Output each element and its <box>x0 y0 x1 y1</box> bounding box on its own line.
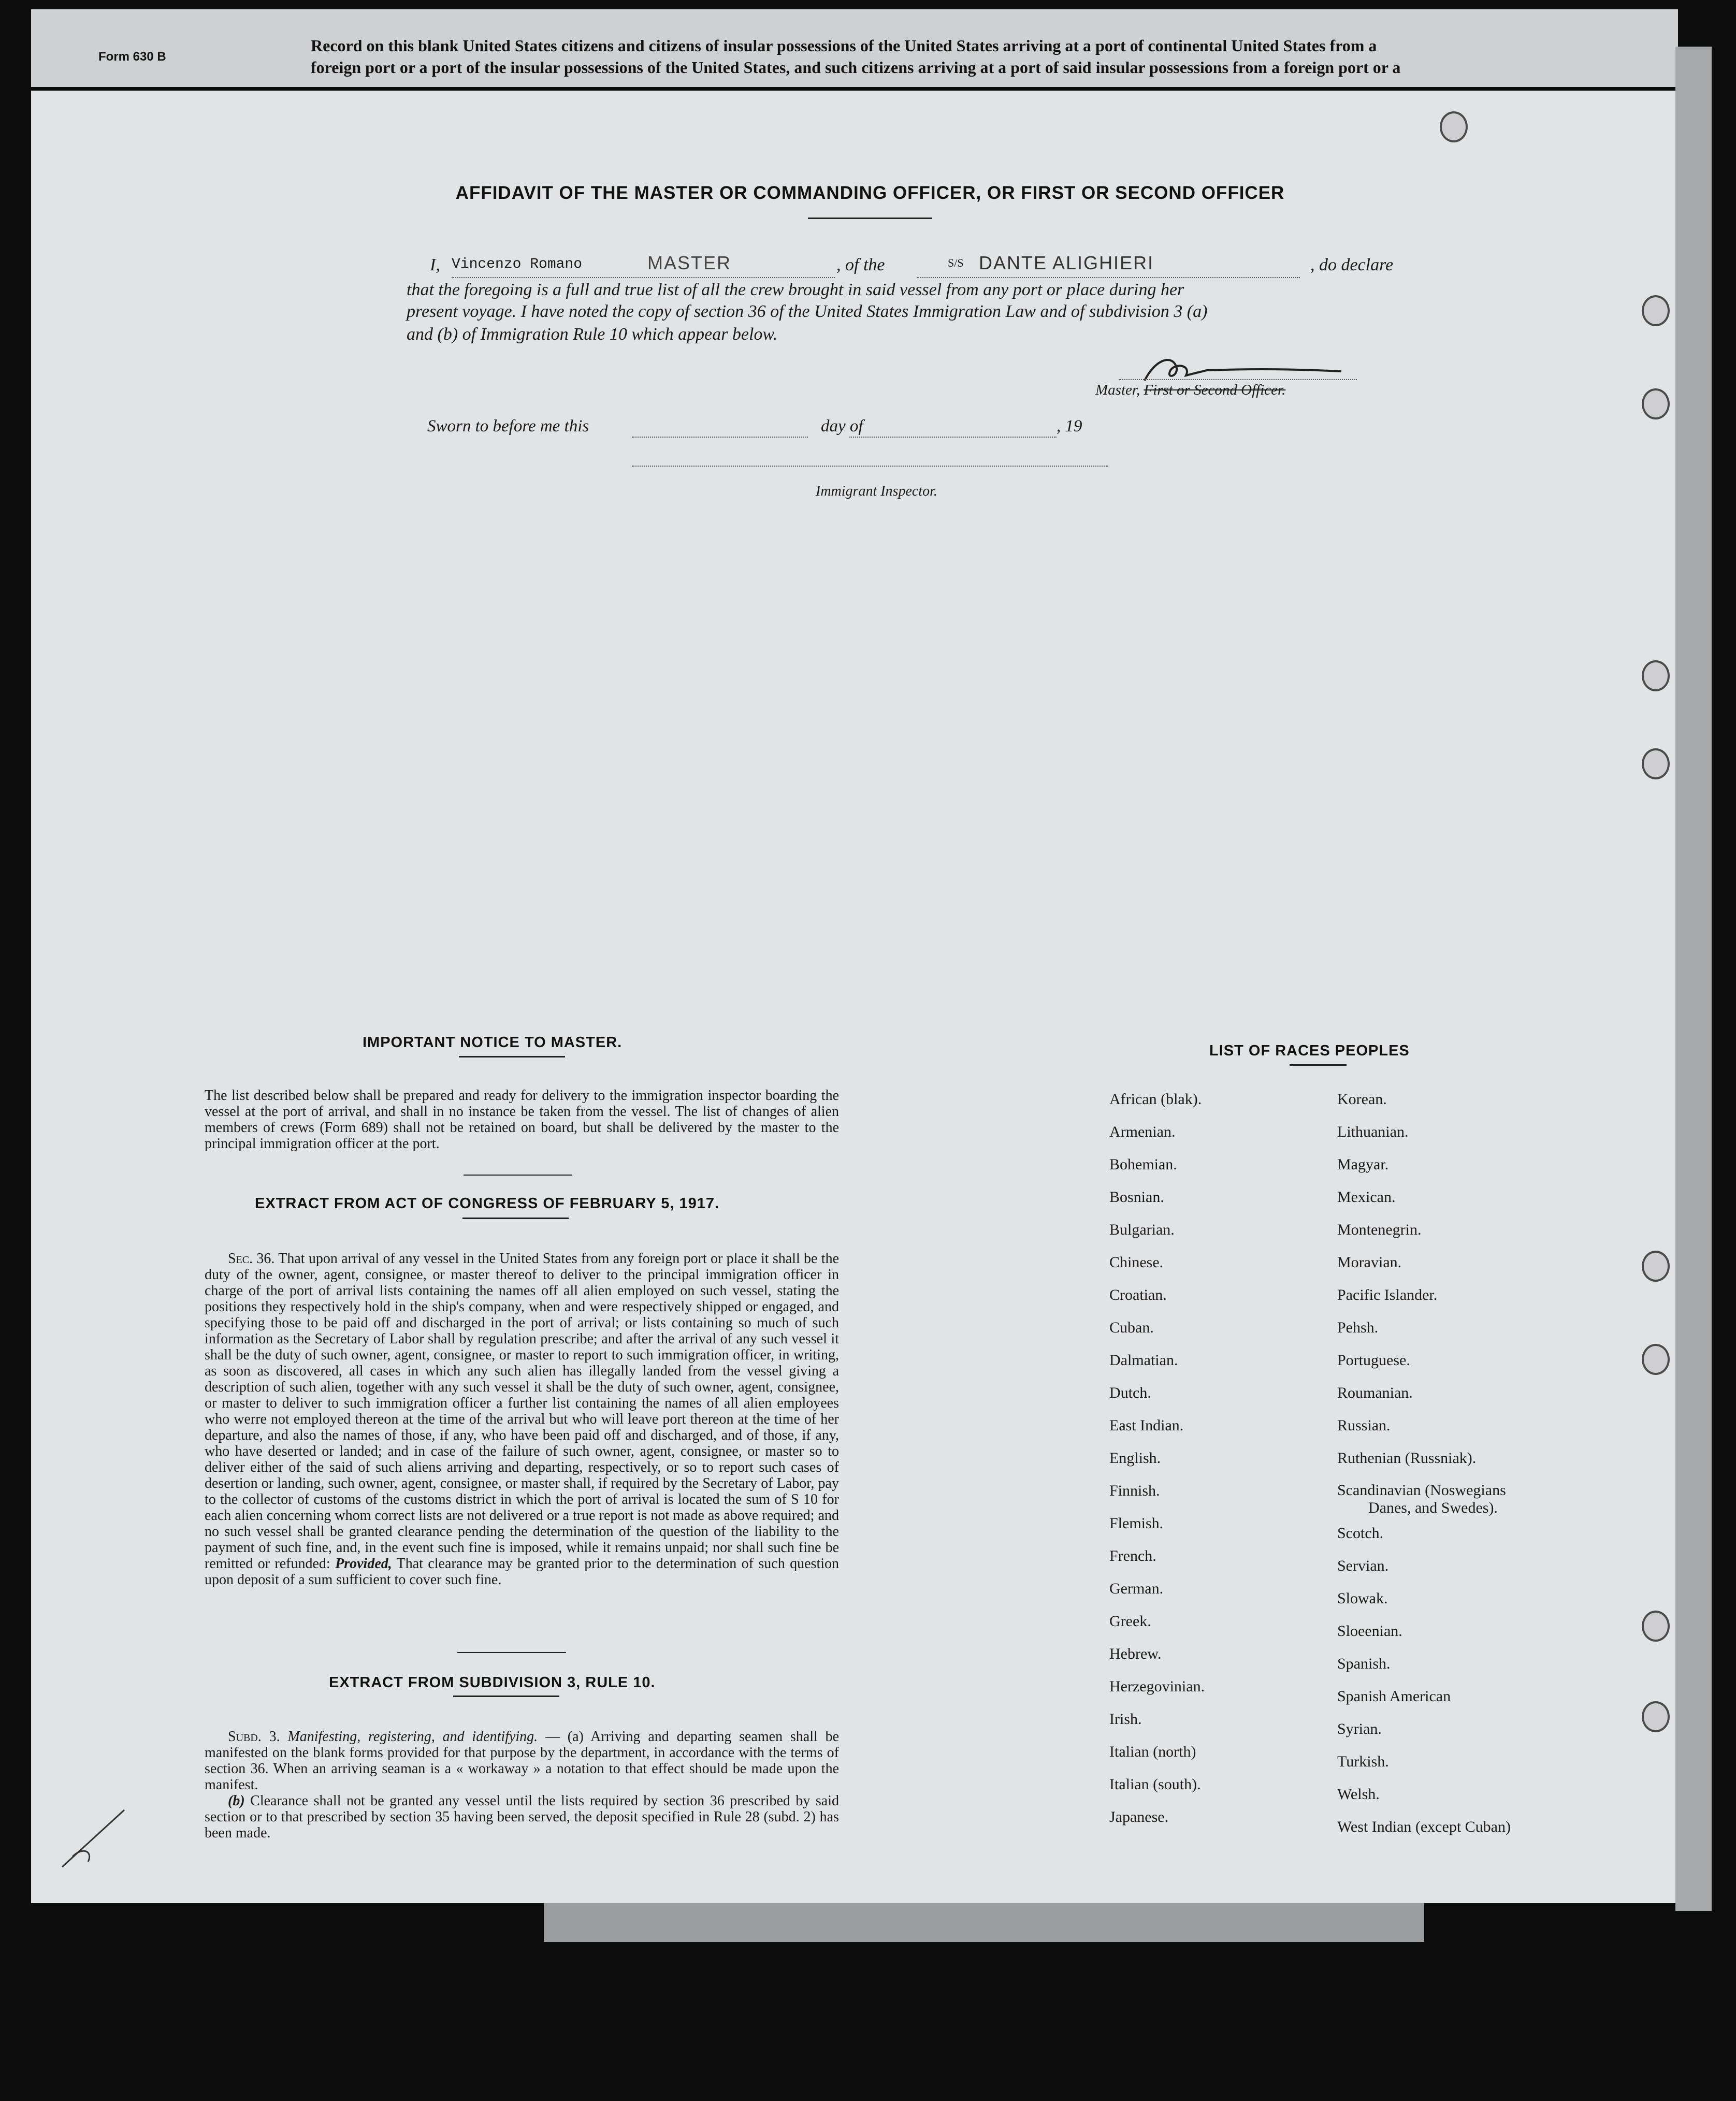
para-a-text: — (a) Arriving and departing seamen shall be manifested on the blank forms provided for that purpose by the department, in accordance with the terms of section 36. When an arriving seaman is a « workaway » a notation to that effect should be made upon the manifest. <box>205 1729 839 1793</box>
race-item: African (blak). <box>1109 1091 1202 1108</box>
race-item: Turkish. <box>1337 1753 1389 1770</box>
race-item: East Indian. <box>1109 1417 1184 1434</box>
para-b-text: Clearance shall not be granted any vessel until the lists required by section 36 prescribed by said section or to that prescribed by section 35 having been served, the deposit specified in Rule 28 (subd. 2) has been made. <box>205 1793 840 1841</box>
race-item: Japanese. <box>1109 1808 1169 1825</box>
punch-hole <box>1642 1611 1670 1642</box>
race-item: Dutch. <box>1109 1384 1151 1401</box>
race-item: Sloeenian. <box>1337 1622 1402 1640</box>
race-item: Armenian. <box>1109 1123 1176 1140</box>
race-item: Slowak. <box>1337 1590 1388 1607</box>
vessel-prefix: S/S <box>948 256 964 269</box>
race-item: Servian. <box>1337 1557 1389 1574</box>
race-item: Bohemian. <box>1109 1156 1177 1173</box>
race-item: Danes, and Swedes). <box>1368 1499 1498 1516</box>
race-item: German. <box>1109 1580 1164 1597</box>
punch-hole <box>1642 1701 1670 1732</box>
notice-end-rule <box>464 1175 572 1176</box>
race-item: Scandinavian (Noswegians <box>1337 1482 1506 1499</box>
para-b-label: (b) <box>228 1793 245 1809</box>
do-declare-label: , do declare <box>1310 255 1394 274</box>
race-item: Chinese. <box>1109 1254 1164 1271</box>
affidavit-line-3: present voyage. I have noted the copy of section 36 of the United States Immigration Law and of subdivision 3 (a) <box>407 302 1208 321</box>
subd-title: Manifesting, registering, and identifying. <box>287 1729 538 1745</box>
sworn-year-label: , 19 <box>1057 417 1082 436</box>
race-item: Herzegovinian. <box>1109 1678 1205 1695</box>
affidavit-line-2: that the foregoing is a full and true list of all the crew brought in said vessel from any port or place during her <box>407 280 1184 299</box>
affidavit-i-label: I, <box>430 255 440 274</box>
rule-para-a <box>205 1729 839 1793</box>
extract-act-title: EXTRACT FROM ACT OF CONGRESS OF FEBRUARY 5, 1917. <box>255 1195 720 1212</box>
form-number: Form 630 B <box>98 50 166 64</box>
punch-hole <box>1642 1251 1670 1282</box>
vessel-name-value: DANTE ALIGHIERI <box>979 252 1154 273</box>
sworn-prefix: Sworn to before me this <box>427 417 589 436</box>
race-item: Finnish. <box>1109 1482 1160 1499</box>
notice-body: The list described below shall be prepared and ready for delivery to the immigration inspector boarding the vessel at the port of arrival, and shall in no instance be taken from the vessel. The list of changes of alien members of crews (Form 689) shall not be retained on board, but shall be delivered by the master to the principal immigration officer at the port. <box>205 1088 839 1152</box>
extract-act-end-rule <box>457 1652 566 1653</box>
race-item: Croatian. <box>1109 1286 1167 1303</box>
sec-label: Sec. 36. <box>228 1251 275 1267</box>
race-item: West Indian (except Cuban) <box>1337 1818 1511 1835</box>
subd-label: Subd. 3. <box>228 1729 280 1745</box>
affidavit-title: AFFIDAVIT OF THE MASTER OR COMMANDING OFFICER, OR FIRST OR SECOND OFFICER <box>455 183 1285 203</box>
race-item: Hebrew. <box>1109 1645 1162 1662</box>
sworn-month-underline <box>849 437 1057 438</box>
rule-para-b <box>205 1793 839 1841</box>
provided-text: That clearance may be granted prior to the determination of such question upon deposit of a sum sufficient to cover such fine. <box>205 1556 840 1588</box>
extract-act-rule <box>462 1218 569 1219</box>
race-item: Flemish. <box>1109 1515 1164 1532</box>
race-item: Scotch. <box>1337 1525 1384 1542</box>
race-item: Greek. <box>1109 1613 1151 1630</box>
race-item: Roumanian. <box>1337 1384 1413 1401</box>
document-sheet <box>31 91 1675 1903</box>
race-item: Bosnian. <box>1109 1189 1164 1206</box>
punch-hole <box>1642 660 1670 691</box>
signature-line <box>1119 379 1357 380</box>
punch-hole <box>1642 748 1670 779</box>
punch-hole <box>1642 1344 1670 1375</box>
race-item: Montenegrin. <box>1337 1221 1422 1238</box>
race-item: Dalmatian. <box>1109 1352 1178 1369</box>
struck-officer-caption: First or Second Officer. <box>1144 382 1286 398</box>
punch-hole <box>1440 111 1468 142</box>
header-line-2: foreign port or a port of the insular possessions of the United States, and such citizens arriving at a port of said insular possessions from a foreign port or a <box>311 58 1401 77</box>
races-title: LIST OF RACES PEOPLES <box>1209 1042 1410 1059</box>
notice-rule <box>459 1056 565 1057</box>
rank-value: MASTER <box>647 252 732 273</box>
race-item: Italian (north) <box>1109 1743 1196 1760</box>
of-the-label: , of the <box>836 255 885 274</box>
header-line-1: Record on this blank United States citizens and citizens of insular possessions of the United States arriving at a port of continental United States from a <box>311 36 1377 55</box>
sworn-day-label: day of <box>821 417 863 436</box>
punch-hole <box>1642 295 1670 326</box>
race-item: Magyar. <box>1337 1156 1389 1173</box>
extract-act-body <box>205 1251 839 1588</box>
extract-rule-rule <box>453 1696 559 1697</box>
race-item: English. <box>1109 1450 1161 1467</box>
page-edge-right <box>1675 47 1712 1911</box>
race-item: Syrian. <box>1337 1720 1382 1737</box>
race-item: Spanish. <box>1337 1655 1391 1672</box>
race-item: Pehsh. <box>1337 1319 1379 1336</box>
vessel-underline <box>917 277 1300 278</box>
signature-caption <box>1095 382 1285 399</box>
sec-36-text: That upon arrival of any vessel in the United States from any foreign port or place it shall be the duty of the owner, agent, consignee, or master thereof to deliver to the principal immigration officer in charge of the port of arrival lists containing the names off all alien employed on such vessel, stating the positions they respectively hold in the ship's company, when and were respectively shipped or engaged, and specifying those to be paid off and discharged in the port of arrival; or lists containing so much of such information as the Secretary of Labor shall by regulation prescribe; and after the arrival of any such vessel it shall be the duty of such owner, agent, consignee, or master to report to such immigration officer, in writing, as soon as discovered, all cases in which any such alien has illegally landed from the vessel giving a description of such alien, together with any such vessel it shall be the duty of such owner, agent, consignee, or master to deliver to such immigration officer a further list containing the names of all alien employees who werre not employed thereon at the time of the arrival but who will leave port thereon at the time of her departure, and also the names of those, if any, who have been paid off and discharged, and of those, if any, who have deserted or landed; and in case of the failure of such owner, agent, consignee, or master so to deliver either of the said of such aliens arriving and departing, respectively, or so to report such cases of desertion or landing, such owner, agent, consignee, or master shall, if required by the Secretary of Labor, pay to the collector of customs of the customs district in which the port of arrival is located the sum of S 10 for each alien concerning whom correct lists are not delivered or a true report is not made as above required; and no such vessel shall be granted clearance pending the determination of the question of the liability to the payment of such fine, and, in the event such fine is imposed, while it remains unpaid; nor shall such fine be remitted or refunded: <box>205 1251 839 1572</box>
header-strip <box>31 9 1678 87</box>
master-name-value: Vincenzo Romano <box>452 256 583 272</box>
races-column-1 <box>1109 1083 1205 1833</box>
name-underline <box>452 277 835 278</box>
race-item: Korean. <box>1337 1091 1387 1108</box>
title-rule <box>808 218 932 219</box>
race-item: Spanish American <box>1337 1688 1451 1705</box>
race-item: Cuban. <box>1109 1319 1154 1336</box>
race-item: Lithuanian. <box>1337 1123 1409 1140</box>
punch-hole <box>1642 388 1670 419</box>
race-item: Moravian. <box>1337 1254 1402 1271</box>
race-item: Pacific Islander. <box>1337 1286 1438 1303</box>
notice-title: IMPORTANT NOTICE TO MASTER. <box>363 1034 623 1051</box>
race-item: Bulgarian. <box>1109 1221 1175 1238</box>
race-item: Ruthenian (Russniak). <box>1337 1450 1477 1467</box>
provided-label: Provided, <box>335 1556 392 1572</box>
race-item: French. <box>1109 1547 1156 1564</box>
pencil-mark <box>52 1800 145 1877</box>
race-item: Welsh. <box>1337 1786 1380 1803</box>
sworn-date-underline <box>632 437 808 438</box>
master-caption: Master, <box>1095 382 1140 398</box>
race-item: Irish. <box>1109 1711 1142 1728</box>
races-rule <box>1290 1064 1347 1066</box>
extract-rule-title: EXTRACT FROM SUBDIVISION 3, RULE 10. <box>329 1674 656 1691</box>
race-item: Mexican. <box>1337 1189 1396 1206</box>
race-item: Russian. <box>1337 1417 1391 1434</box>
race-item: Portuguese. <box>1337 1352 1410 1369</box>
races-column-2 <box>1337 1083 1511 1843</box>
affidavit-line-4: and (b) of Immigration Rule 10 which appear below. <box>407 325 778 344</box>
race-item: Italian (south). <box>1109 1776 1201 1793</box>
inspector-signature-line <box>632 466 1108 467</box>
inspector-caption: Immigrant Inspector. <box>816 483 937 499</box>
